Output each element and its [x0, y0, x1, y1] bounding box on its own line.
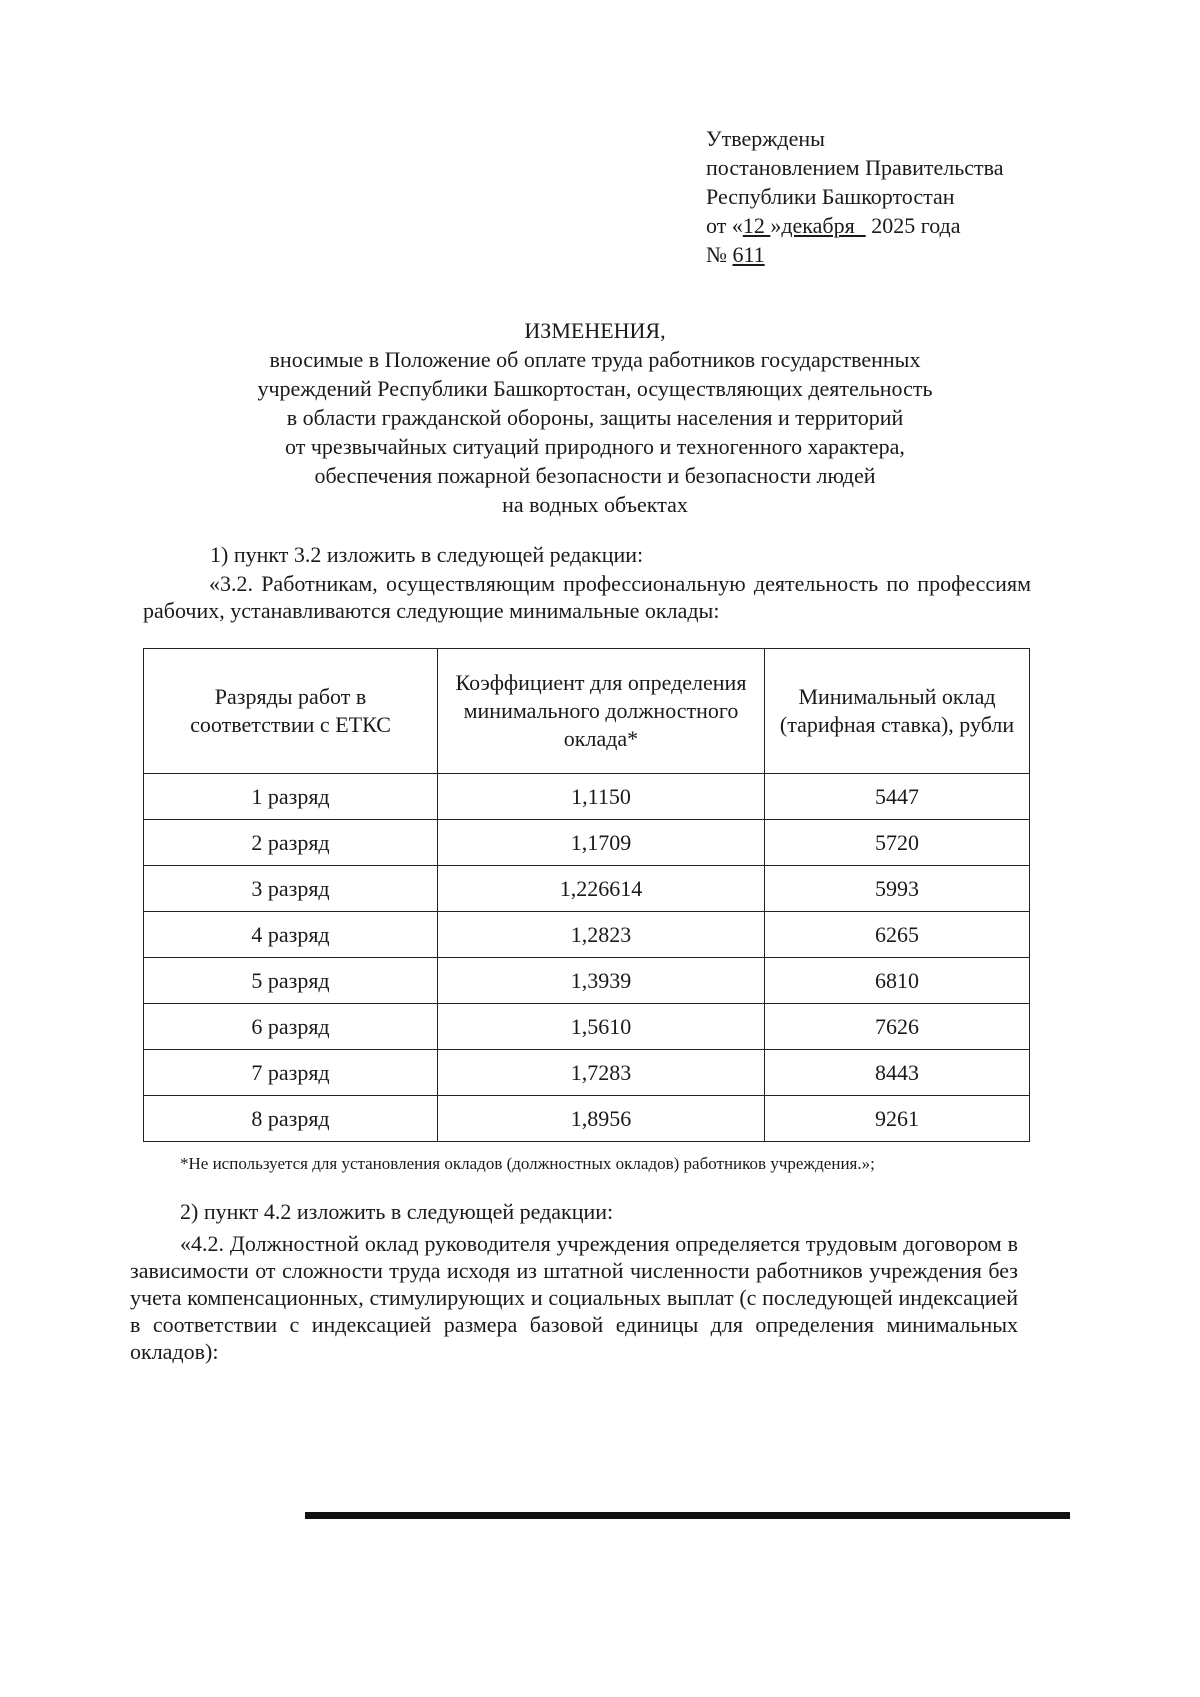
approval-block [706, 124, 1004, 269]
grade-cell: 8 разряд [144, 1096, 438, 1142]
item2-intro: 2) пункт 4.2 изложить в следующей редакции: [180, 1199, 614, 1224]
table-row [144, 820, 1030, 866]
salary-cell: 8443 [765, 1050, 1030, 1096]
number-prefix: № [706, 242, 733, 267]
table-row [144, 1096, 1030, 1142]
coefficient-cell: 1,226614 [438, 866, 765, 912]
salary-table [143, 648, 1030, 1142]
approval-number [706, 240, 1004, 269]
approval-line: Республики Башкортостан [706, 184, 955, 209]
table-row [144, 1050, 1030, 1096]
coefficient-cell: 1,8956 [438, 1096, 765, 1142]
item1-intro: 1) пункт 3.2 изложить в следующей редакции: [210, 542, 644, 567]
title-line: от чрезвычайных ситуаций природного и техногенного характера, [285, 434, 905, 459]
coefficient-cell: 1,1150 [438, 774, 765, 820]
grade-cell: 1 разряд [144, 774, 438, 820]
coefficient-cell: 1,1709 [438, 820, 765, 866]
date-day: 12 [742, 213, 771, 238]
item2-text: «4.2. Должностной оклад руководителя учреждения определяется трудовым договором в зависимости от сложности труда исходя из штатной численности работников учреждения без учета компенсационных, стимулирующих и социальных выплат (с последующей индексацией в соответствии с индексацией размера базовой единицы для определения минимальных окладов): [130, 1231, 1018, 1364]
scan-edge-line [305, 1512, 1070, 1519]
table-row [144, 866, 1030, 912]
salary-cell: 5993 [765, 866, 1030, 912]
grade-cell: 2 разряд [144, 820, 438, 866]
table-row [144, 912, 1030, 958]
title-line: вносимые в Положение об оплате труда работников государственных [269, 347, 921, 372]
title-line: учреждений Республики Башкортостан, осуществляющих деятельность [257, 376, 933, 401]
date-year: 2025 года [865, 213, 961, 238]
coefficient-cell: 1,3939 [438, 958, 765, 1004]
title-line: в области гражданской обороны, защиты населения и территорий [286, 405, 904, 430]
date-prefix: от « [706, 213, 743, 238]
grade-cell: 3 разряд [144, 866, 438, 912]
date-mid: » [770, 213, 782, 238]
title-line: на водных объектах [502, 492, 688, 517]
title-heading: ИЗМЕНЕНИЯ, [524, 318, 666, 343]
approval-line: Утверждены [706, 126, 825, 151]
title-line: обеспечения пожарной безопасности и безопасности людей [314, 463, 876, 488]
approval-date [706, 211, 1004, 240]
approval-line: постановлением Правительства [706, 155, 1004, 180]
number-value: 611 [732, 242, 765, 267]
salary-cell: 6810 [765, 958, 1030, 1004]
salary-cell: 9261 [765, 1096, 1030, 1142]
salary-cell: 6265 [765, 912, 1030, 958]
table-row [144, 774, 1030, 820]
table-row [144, 958, 1030, 1004]
table-header-row [144, 649, 1030, 774]
column-header: Минимальный оклад (тарифная ставка), рубли [765, 649, 1030, 774]
footnote: *Не используется для установления окладов (должностных окладов) работников учреждения.»; [180, 1154, 875, 1173]
grade-cell: 7 разряд [144, 1050, 438, 1096]
salary-cell: 5447 [765, 774, 1030, 820]
salary-cell: 5720 [765, 820, 1030, 866]
grade-cell: 6 разряд [144, 1004, 438, 1050]
document-title [0, 316, 1200, 519]
coefficient-cell: 1,2823 [438, 912, 765, 958]
salary-cell: 7626 [765, 1004, 1030, 1050]
item1-text: «3.2. Работникам, осуществляющим профессиональную деятельность по профессиям рабочих, устанавливаются следующие минимальные оклады: [143, 571, 1031, 623]
column-header: Коэффициент для определения минимального должностного оклада* [438, 649, 765, 774]
grade-cell: 5 разряд [144, 958, 438, 1004]
coefficient-cell: 1,7283 [438, 1050, 765, 1096]
coefficient-cell: 1,5610 [438, 1004, 765, 1050]
grade-cell: 4 разряд [144, 912, 438, 958]
date-month: декабря [781, 213, 866, 238]
column-header: Разряды работ в соответствии с ЕТКС [144, 649, 438, 774]
table-row [144, 1004, 1030, 1050]
